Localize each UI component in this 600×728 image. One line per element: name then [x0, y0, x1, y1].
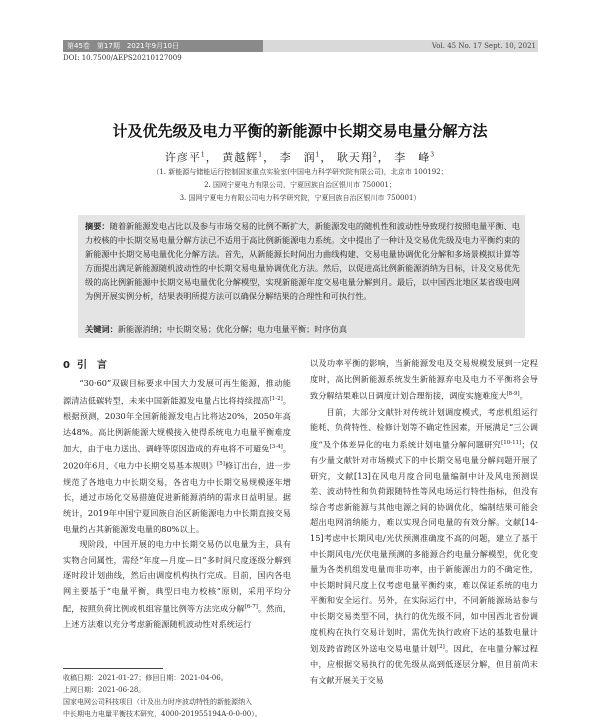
section-number: 0 — [63, 360, 70, 371]
author: 李 峰 — [394, 151, 431, 164]
affiliation-1: （1. 新能源与储能运行控制国家重点实验室(中国电力科学研究院有限公司)，北京市 100192； — [152, 168, 448, 176]
paper-title: 计及优先级及电力平衡的新能源中长期交易电量分解方法 — [112, 122, 488, 140]
citation-mark: [5] — [217, 461, 225, 468]
body-text: 现阶段，中国开展的电力中长期交易仍以电量为主，具有实物合同属性，需经“年度—月度—日”多时间尺度逐级分解到逐时段计划曲线，然后由调度机构执行完成。目前，国内各电网主要基于“电量平衡，典型日电力校核”原则，采用平均分配，按照负荷比例或机组容量比例等方法完成分解 — [63, 539, 291, 614]
author: 耿天翔 — [336, 151, 373, 164]
footnote-received: 收稿日期：2021-01-27；修回日期：2021-04-06。 — [63, 674, 228, 682]
author: 许彦平 — [164, 151, 201, 164]
abstract-text: 随着新能源发电占比以及参与市场交易的比例不断扩大，新能源发电的随机性和波动性导致现行按照电量平衡、电力校核的中长期交易电量分解方法已不适用于高比例新能源电力系统。文中提出了一种计及交易优先级及电力平衡约束的新能源中长期交易电量优化分解方法。首先，从新能源长时间出力曲线构建、交易电量协调优化分解和多场景模拟计算等方面提出满足新能源随机波动性的中长期交易电量协调优化方法。然后，以促进高比例新能源消纳为目标，计及交易优先级的高比例新能源中长期交易电量优化分解模型，实现新能源年度交易电量分解到月。最后，以中国西北地区某省级电网为例开展实例分析，结果表明所提方法可以确保分解结果的合理性和可执行性。 — [85, 221, 520, 301]
body-text: 。因此，在电量分解过程中，应根据交易执行的优先级从高到低逐层分解，但目前尚未有文献开展关于交易 — [310, 643, 538, 686]
citation-mark: [6-7] — [244, 603, 258, 610]
body-text: 。根据预测，2030年全国新能源发电占比将达20%，2050年高达48%。高比例新能源大规模接入使得系统电力电量平衡难度加大，由于电力送出、调峰等原因造成的弃电将不可避免 — [63, 395, 291, 454]
journal-header-band — [63, 40, 538, 52]
body-paragraph — [310, 405, 538, 689]
body-text: “30·60”双碳目标要求中国大力发展可再生能源，推动能源清洁低碳转型，未来中国新能源发电量占比将持续提高 — [63, 378, 291, 406]
body-text: 。2020年6月，《电力中长期交易基本规则》 — [63, 443, 291, 472]
footnote-funding: 国家电网公司科技项目（计及出力时序波动特性的新能源纳入 — [63, 698, 252, 706]
footnote-divider — [63, 668, 163, 669]
body-text: ；仅有少量文献针对市场模式下的中长期交易电量分解问题开展了研究，文献[13]在风电月度合同电量编制中计及风电预测误差、波动特性和负荷跟随特性等风电场运行特性指标，但没有综合考虑新能源与其他电源之间的协调优化，编制结果可能会超出电网消纳能力，难以实现合同电量的有效分解。文献[14-15]考虑中长期风电/光伏预测准确度不高的问题，建立了基于中长期风电/光伏电量预测的多能源合约电量分解模型，优化变量为各类机组发电量而非功率，由于新能源出力的不确定性，中长期时间尺度上仅考虑电量平衡约束，难以保证系统的电力平衡和安全运行。另外，在实际运行中，不同新能源场站参与中长期交易类型不同，执行的优先级不同，如中国西北省份调度机构在执行交易计划时，需优先执行政府下达的基数电量计划及跨省跨区外送电交易电量计划 — [310, 439, 538, 654]
body-paragraph — [310, 356, 538, 405]
citation-mark: [2] — [437, 644, 445, 651]
body-text: 以及功率平衡的影响，当新能源发电及交易规模发展到一定程度时，高比例新能源系统发生新能源弃电及电力不平衡将会导致分解结果难以日调度计划合理衔接，调度实施难度大 — [310, 358, 538, 401]
body-paragraph — [63, 537, 291, 632]
journal-issue-label: 第45卷 第17期 2021年9月10日 — [63, 40, 263, 52]
abstract — [85, 219, 520, 303]
author-affil-mark: 1 — [315, 151, 321, 159]
citation-mark: [8-9] — [506, 391, 520, 398]
author-affil-mark: 3 — [430, 151, 436, 159]
author: 李 润 — [279, 151, 316, 164]
citation-mark: [10-11] — [501, 439, 522, 446]
author-affil-mark: 1 — [258, 151, 264, 159]
doi: DOI: 10.7500/AEPS20210127009 — [63, 54, 182, 62]
body-paragraph — [63, 376, 291, 537]
section-heading-introduction — [63, 356, 107, 371]
footnote-online: 上网日期：2021-06-28。 — [63, 686, 146, 694]
body-text: 目前，大部分文献针对传统计划调度模式，考虑机组运行能耗、负荷特性、检修计划等不确定性因素，开展满足“三公调度”及个体差异化的电力系统计划电量分解问题研究 — [310, 406, 538, 450]
citation-mark: [3-4] — [269, 444, 283, 451]
author-affil-mark: 2 — [372, 151, 378, 159]
affiliation-2: 2. 国网宁夏电力有限公司，宁夏回族自治区银川市 750001； — [204, 181, 396, 189]
author-list: 许彦平$^1$， 黄越辉$^1$， 李 润$^1$， 耿天翔$^2$， 李 峰$^3$ — [164, 151, 436, 164]
body-text: 修订出台，进一步规范了各地电力中长期交易，各省电力中长期交易规模逐年增长，通过市场化交易措施促进新能源消纳的需求日益明显。据统计，2019年中国宁夏回族自治区新能源电力中长期直接交易电量约占其新能源发电量的80%以上。 — [63, 461, 291, 534]
footnote-funding-cont: 中长期电力电量平衡技术研究，4000-201955194A-0-0-00）。 — [63, 710, 262, 718]
footnotes — [63, 672, 303, 720]
body-text: 。 — [519, 390, 528, 401]
keywords-label: 关键词： — [85, 324, 118, 334]
body-column-right — [310, 356, 538, 689]
journal-volume-label: Vol. 45 No. 17 Sept. 10, 2021 — [431, 42, 536, 50]
affiliation-3: 3. 国网宁夏电力有限公司电力科学研究院，宁夏回族自治区银川市 750001） — [179, 194, 421, 202]
keywords-text: 新能源消纳；中长期交易；优化分解；电力电量平衡；时序仿真 — [117, 324, 348, 334]
author: 黄越辉 — [222, 151, 259, 164]
author-affil-mark: 1 — [200, 151, 206, 159]
body-text: 。然而，上述方法难以充分考虑新能源随机波动性对系统运行 — [63, 603, 291, 629]
citation-mark: [1-2] — [269, 395, 283, 402]
abstract-label: 摘要： — [85, 221, 110, 231]
section-title: 引 言 — [76, 360, 107, 371]
keywords — [85, 322, 520, 336]
body-column-left — [63, 376, 291, 632]
